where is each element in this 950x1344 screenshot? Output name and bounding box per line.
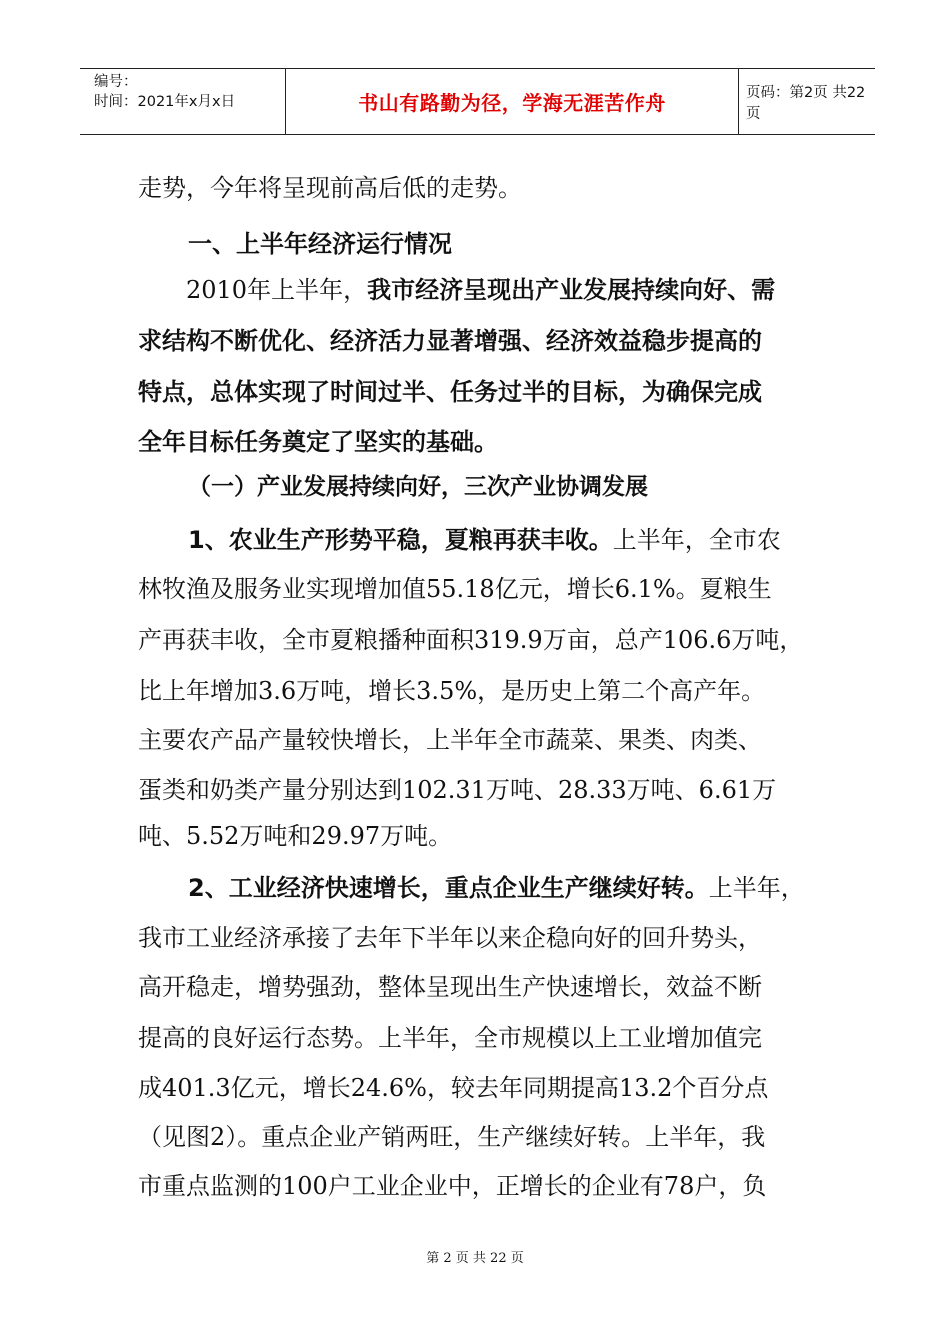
- paragraph-line: 我市工业经济承接了去年下半年以来企稳向好的回升势头，: [138, 924, 762, 952]
- text-run: 上半年，全市农: [612, 526, 781, 554]
- paragraph-line: 产再获丰收，全市夏粮播种面积319.9万亩，总产106.6万吨，: [138, 626, 804, 654]
- header-meta: [80, 69, 286, 134]
- paragraph-line: 主要农产品产量较快增长，上半年全市蔬菜、果类、肉类、: [138, 726, 762, 754]
- header-page-info: 页码：第2页 共22页: [746, 84, 866, 122]
- bold-text-run: 1、农业生产形势平稳，夏粮再获丰收。: [188, 526, 613, 554]
- paragraph-line: 提高的良好运行态势。上半年，全市规模以上工业增加值完: [138, 1024, 762, 1052]
- paragraph-line: 蛋类和奶类产量分别达到102.31万吨、28.33万吨、6.61万: [138, 776, 777, 804]
- paragraph-line: [188, 868, 805, 903]
- page-footer: 第 2 页 共 22 页: [426, 1251, 524, 1266]
- paragraph-line: 走势，今年将呈现前高后低的走势。: [138, 174, 522, 202]
- text-run: 上半年，: [708, 874, 805, 902]
- motto-text: 书山有路勤为径，学海无涯苦作舟: [358, 91, 666, 115]
- paragraph-line: 全年目标任务奠定了坚实的基础。: [138, 428, 498, 456]
- paragraph-line: （见图2）。重点企业产销两旺，生产继续好转。上半年，我: [138, 1123, 766, 1151]
- header-motto: [286, 69, 739, 134]
- paragraph-line: 市重点监测的100户工业企业中，正增长的企业有78户，负: [138, 1172, 767, 1200]
- bold-text-run: 2、工业经济快速增长，重点企业生产继续好转。: [188, 874, 709, 902]
- paragraph-line: 吨、5.52万吨和29.97万吨。: [138, 822, 453, 850]
- document-time: 时间：2021年x月x日: [94, 94, 236, 110]
- section-heading: 一、上半年经济运行情况: [188, 230, 452, 258]
- document-number: 编号：: [94, 74, 138, 90]
- paragraph-line: 特点，总体实现了时间过半、任务过半的目标，为确保完成: [138, 378, 762, 406]
- text-run: 2010年上半年，: [186, 276, 368, 304]
- paragraph-line: [186, 270, 775, 305]
- paragraph-line: 成401.3亿元，增长24.6%，较去年同期提高13.2个百分点: [138, 1074, 769, 1102]
- paragraph-line: 求结构不断优化、经济活力显著增强、经济效益稳步提高的: [138, 327, 762, 355]
- paragraph-line: 林牧渔及服务业实现增加值55.18亿元，增长6.1%。夏粮生: [138, 575, 772, 603]
- paragraph-line: [188, 520, 781, 555]
- paragraph-line: 比上年增加3.6万吨，增长3.5%，是历史上第二个高产年。: [138, 677, 766, 705]
- bold-text-run: 我市经济呈现出产业发展持续向好、需: [367, 276, 776, 304]
- subsection-heading: （一）产业发展持续向好，三次产业协调发展: [188, 474, 648, 500]
- document-header: [80, 68, 875, 135]
- paragraph-line: 高开稳走，增势强劲，整体呈现出生产快速增长，效益不断: [138, 973, 762, 1001]
